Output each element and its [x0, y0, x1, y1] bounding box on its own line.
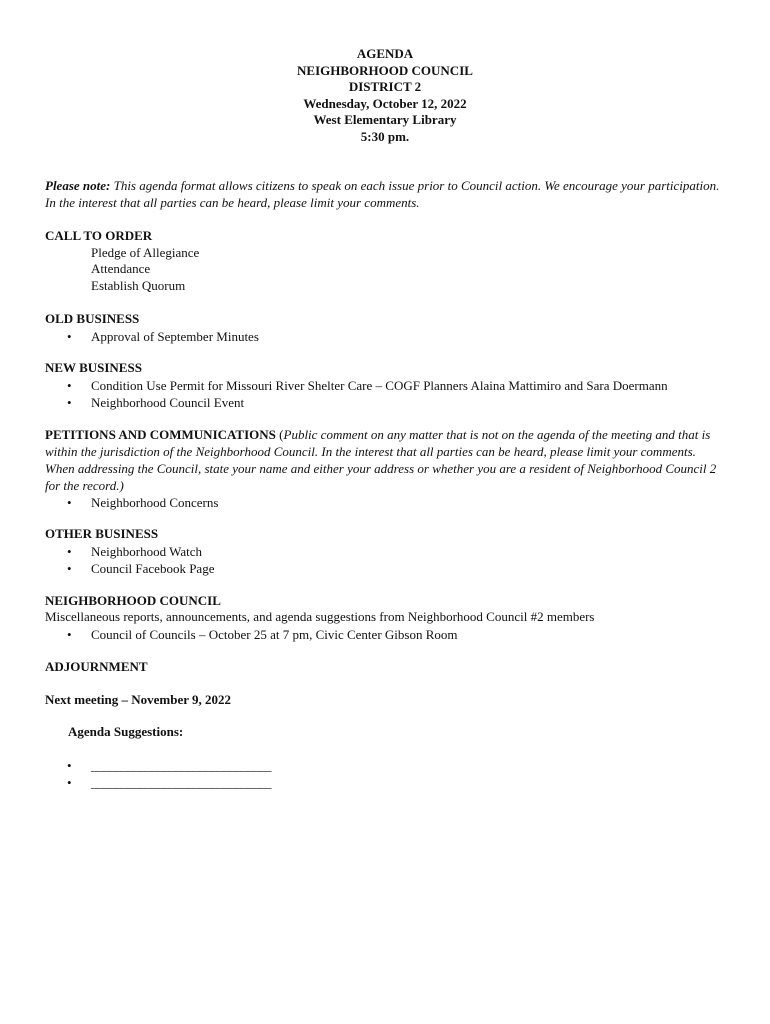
- header-time: 5:30 pm.: [360, 128, 410, 144]
- new-business-title: NEW BUSINESS: [45, 360, 142, 375]
- bullet-icon: •: [67, 395, 72, 410]
- please-note-paragraph: [45, 177, 725, 211]
- please-note-text: This agenda format allows citizens to speak on each issue prior to Council action. We encourage your participation. In the interest that all parties can be heard, please limit your comments.: [45, 178, 720, 210]
- list-item: [45, 328, 725, 346]
- call-to-order-section: [45, 228, 725, 294]
- new-business-section: [45, 360, 725, 412]
- bullet-icon: •: [67, 494, 72, 510]
- petitions-paragraph: [45, 426, 725, 494]
- call-to-order-title: CALL TO ORDER: [45, 228, 153, 243]
- header-date: Wednesday, October 12, 2022: [303, 95, 467, 111]
- list-item: [45, 774, 725, 792]
- list-item: [45, 377, 725, 395]
- agenda-suggestions-title: Agenda Suggestions:: [68, 724, 184, 739]
- bullet-icon: •: [67, 561, 72, 576]
- bullet-icon: •: [67, 775, 72, 790]
- call-to-order-item-attendance: Attendance: [91, 261, 151, 276]
- call-to-order-item-pledge: Pledge of Allegiance: [91, 244, 200, 260]
- list-item: [45, 494, 725, 512]
- list-item: [45, 626, 725, 644]
- bullet-icon: •: [67, 757, 72, 773]
- next-meeting-text: Next meeting – November 9, 2022: [45, 691, 232, 707]
- list-item: [45, 560, 725, 578]
- adjournment-section: [45, 659, 725, 676]
- other-business-title: OTHER BUSINESS: [45, 526, 159, 541]
- adjournment-title: ADJOURNMENT: [45, 659, 148, 674]
- list-item-text: Neighborhood Council Event: [91, 395, 245, 410]
- header-district: DISTRICT 2: [348, 79, 422, 94]
- list-item: [45, 394, 725, 412]
- old-business-title: OLD BUSINESS: [45, 311, 140, 326]
- list-item-text: Condition Use Permit for Missouri River Shelter Care – COGF Planners Alaina Mattimiro and Sara Doermann: [91, 377, 668, 393]
- suggestion-blank-line: ______________________________: [91, 757, 271, 773]
- call-to-order-items: [45, 245, 725, 295]
- bullet-icon: •: [67, 328, 72, 344]
- please-note-label: Please note:: [45, 178, 111, 193]
- other-business-list: [45, 543, 725, 578]
- call-to-order-item-quorum: Establish Quorum: [91, 277, 186, 293]
- petitions-open-paren: (: [275, 426, 284, 442]
- old-business-list: [45, 328, 725, 346]
- bullet-icon: •: [67, 626, 72, 642]
- petitions-list: [45, 494, 725, 512]
- list-item-text: Approval of September Minutes: [91, 328, 259, 344]
- bullet-icon: •: [67, 543, 72, 559]
- bullet-icon: •: [67, 377, 72, 393]
- suggestion-blank-line: ______________________________: [91, 775, 271, 790]
- list-item-text: Neighborhood Watch: [91, 543, 202, 559]
- list-item: [45, 543, 725, 561]
- list-item-text: Council of Councils – October 25 at 7 pm, Civic Center Gibson Room: [91, 626, 458, 642]
- agenda-document: [45, 46, 725, 792]
- header-council-name: NEIGHBORHOOD COUNCIL: [297, 62, 473, 78]
- list-item-text: Council Facebook Page: [91, 561, 215, 576]
- other-business-section: [45, 526, 725, 578]
- agenda-suggestions-list: [45, 757, 725, 792]
- next-meeting-section: [45, 692, 725, 709]
- header-title: AGENDA: [356, 46, 414, 61]
- petitions-title: PETITIONS AND COMMUNICATIONS: [45, 426, 276, 442]
- neighborhood-council-section: [45, 593, 725, 644]
- petitions-section: [45, 426, 725, 512]
- header-location: West Elementary Library: [313, 112, 457, 127]
- list-item-text: Neighborhood Concerns: [91, 494, 219, 510]
- petitions-text: Public comment on any matter that is not on the agenda of the meeting and that is within the jurisdiction of the Neighborhood Council. In the interest that all parties can be heard, please limit your comments. When addressing the Council, state your name and either your address or whether you are a resident of Neighborhood Council 2 for the record.): [45, 426, 717, 493]
- neighborhood-council-list: [45, 626, 725, 644]
- old-business-section: [45, 311, 725, 345]
- list-item: [45, 757, 725, 775]
- agenda-header: [45, 46, 725, 145]
- new-business-list: [45, 377, 725, 412]
- neighborhood-council-title: NEIGHBORHOOD COUNCIL: [45, 592, 221, 608]
- neighborhood-council-text: Miscellaneous reports, announcements, and agenda suggestions from Neighborhood Council #2 members: [45, 609, 595, 624]
